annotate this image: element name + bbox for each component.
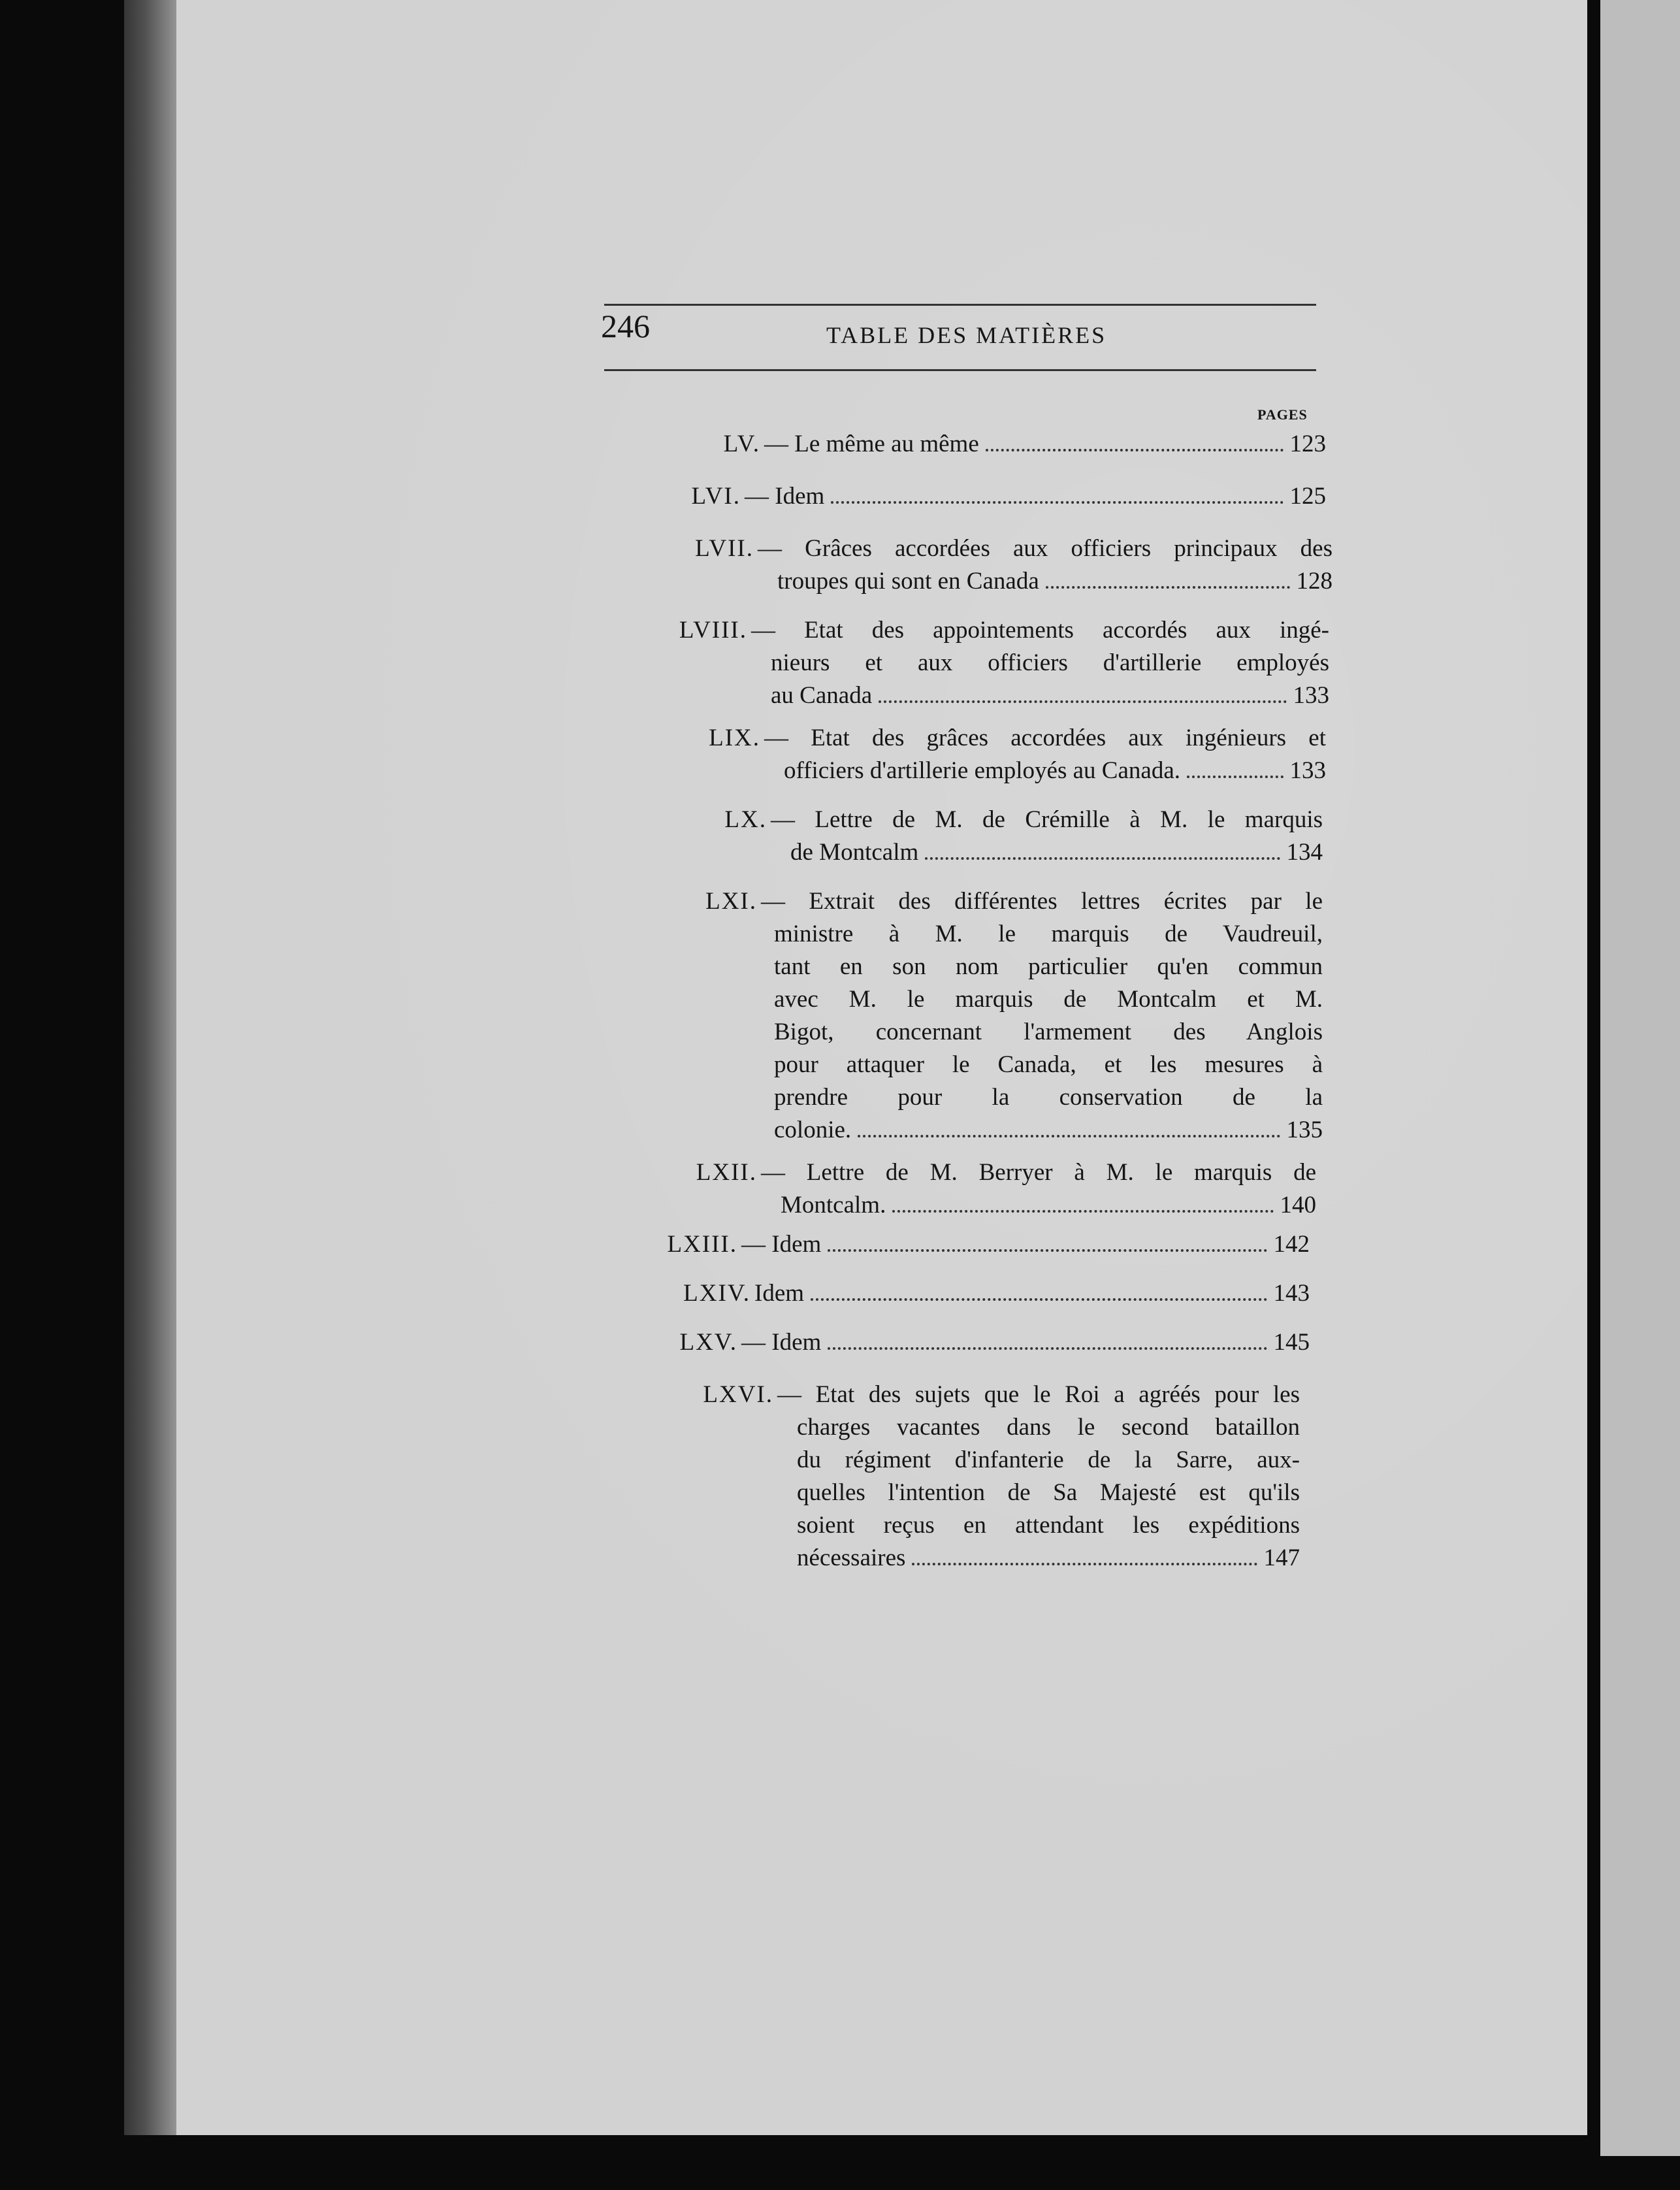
entry-text [764, 722, 1326, 787]
entry-numeral: LV. [723, 431, 760, 457]
entry-line: avec M. le marquis de Montcalm et M. [774, 986, 1323, 1013]
entry-page-number: 145 [1273, 1329, 1310, 1356]
dot-leader [828, 1249, 1267, 1252]
entry-text [761, 885, 1323, 1147]
entry-text [758, 532, 1333, 598]
entry-text [751, 614, 1329, 712]
entry-text [741, 1228, 1310, 1261]
entry-numeral: LXI. [705, 888, 757, 915]
entry-page-number: 147 [1263, 1544, 1300, 1571]
entry-text [745, 480, 1326, 513]
entry-line-text: nécessaires [797, 1544, 906, 1571]
entry-numeral: LXV. [679, 1329, 737, 1356]
dot-leader [831, 501, 1283, 504]
dot-leader [1187, 776, 1284, 778]
entry-line: charges vacantes dans le second bataillon [797, 1414, 1300, 1441]
entry-last-line [741, 1326, 1310, 1359]
entry-numeral: LVIII. [679, 617, 747, 644]
entry-line: quelles l'intention de Sa Majesté est qu'ils [797, 1479, 1300, 1506]
entry-page-number: 128 [1296, 568, 1333, 595]
entry-line-text: — Idem [741, 1329, 822, 1356]
entry-last-line [777, 565, 1333, 598]
entry-numeral: LXII. [696, 1159, 757, 1186]
entry-last-line [754, 1277, 1310, 1310]
dot-leader [925, 857, 1280, 860]
entry-line: — Grâces accordées aux officiers principaux des [758, 535, 1333, 562]
entry-numeral: LVII. [695, 535, 754, 562]
entry-text [771, 804, 1323, 869]
header-rule-bottom [604, 369, 1316, 371]
entry-text [761, 1156, 1316, 1222]
entry-line: nieurs et aux officiers d'artillerie employés [771, 649, 1329, 676]
dot-leader [912, 1563, 1257, 1565]
entry-page-number: 133 [1293, 682, 1329, 709]
running-title: TABLE DES MATIÈRES [826, 322, 1107, 348]
entry-last-line [774, 1114, 1323, 1147]
entry-page-number: 135 [1286, 1117, 1323, 1143]
entry-numeral: LVI. [691, 483, 741, 510]
entry-last-line [741, 1228, 1310, 1261]
entry-text [764, 428, 1326, 461]
entry-page-number: 142 [1273, 1231, 1310, 1258]
header-rule-top [604, 304, 1316, 306]
dot-leader [1046, 586, 1290, 589]
entry-page-number: 133 [1289, 757, 1326, 784]
dot-leader [811, 1298, 1267, 1301]
entry-line: — Lettre de M. de Crémille à M. le marquis [771, 806, 1323, 833]
entry-text [754, 1277, 1310, 1310]
dot-leader [879, 700, 1286, 703]
pages-column-label: PAGES [1257, 406, 1308, 423]
entry-line-text: colonie. [774, 1117, 852, 1143]
entry-last-line [781, 1189, 1316, 1222]
entry-line-text: troupes qui sont en Canada [777, 568, 1039, 595]
entry-last-line [784, 755, 1326, 787]
entry-page-number: 123 [1289, 431, 1326, 457]
page-binding-edge [124, 0, 176, 2135]
dot-leader [986, 449, 1284, 451]
entry-page-number: 140 [1280, 1192, 1316, 1218]
entry-text [741, 1326, 1310, 1359]
entry-line: — Etat des grâces accordées aux ingénieurs et [764, 725, 1326, 751]
entry-line: tant en son nom particulier qu'en commun [774, 953, 1323, 980]
entry-line-text: — Idem [741, 1231, 822, 1258]
entry-line-text: Montcalm. [781, 1192, 886, 1218]
entry-line: pour attaquer le Canada, et les mesures à [774, 1051, 1323, 1078]
entry-line: soient reçus en attendant les expéditions [797, 1512, 1300, 1539]
entry-line: — Etat des appointements accordés aux ingé- [751, 617, 1329, 644]
entry-line: Bigot, concernant l'armement des Anglois [774, 1019, 1323, 1045]
dot-leader [858, 1135, 1280, 1137]
entry-line: du régiment d'infanterie de la Sarre, aux- [797, 1446, 1300, 1473]
dot-leader [892, 1210, 1273, 1213]
entry-line: — Etat des sujets que le Roi a agréés pour les [777, 1381, 1300, 1408]
page-number: 246 [601, 308, 650, 344]
entry-line-text: — Le même au même [764, 431, 979, 457]
page-gutter [1587, 0, 1600, 2190]
entry-numeral: LX. [724, 806, 767, 833]
entry-numeral: LXVI. [703, 1381, 773, 1408]
entry-numeral: LXIII. [667, 1231, 737, 1258]
facing-page-edge [1600, 0, 1680, 2156]
entry-line-text: au Canada [771, 682, 873, 709]
entry-line-text: officiers d'artillerie employés au Canada. [784, 757, 1180, 784]
entry-text [777, 1379, 1300, 1575]
entry-last-line [764, 428, 1326, 461]
entry-numeral: LIX. [709, 725, 760, 751]
dot-leader [828, 1347, 1267, 1350]
entry-last-line [797, 1542, 1300, 1575]
entry-last-line [745, 480, 1326, 513]
entry-line-text: — Idem [745, 483, 825, 510]
entry-line-text: de Montcalm [790, 839, 919, 866]
entry-last-line [790, 836, 1323, 869]
entry-numeral: LXIV. [683, 1280, 751, 1307]
entry-line: ministre à M. le marquis de Vaudreuil, [774, 921, 1323, 947]
entry-page-number: 143 [1273, 1280, 1310, 1307]
entry-page-number: 125 [1289, 483, 1326, 510]
entry-page-number: 134 [1286, 839, 1323, 866]
entry-line: prendre pour la conservation de la [774, 1084, 1323, 1111]
entry-line-text: Idem [754, 1280, 805, 1307]
entry-line: — Lettre de M. Berryer à M. le marquis de [761, 1159, 1316, 1186]
entry-line: — Extrait des différentes lettres écrites par le [761, 888, 1323, 915]
entry-last-line [771, 679, 1329, 712]
